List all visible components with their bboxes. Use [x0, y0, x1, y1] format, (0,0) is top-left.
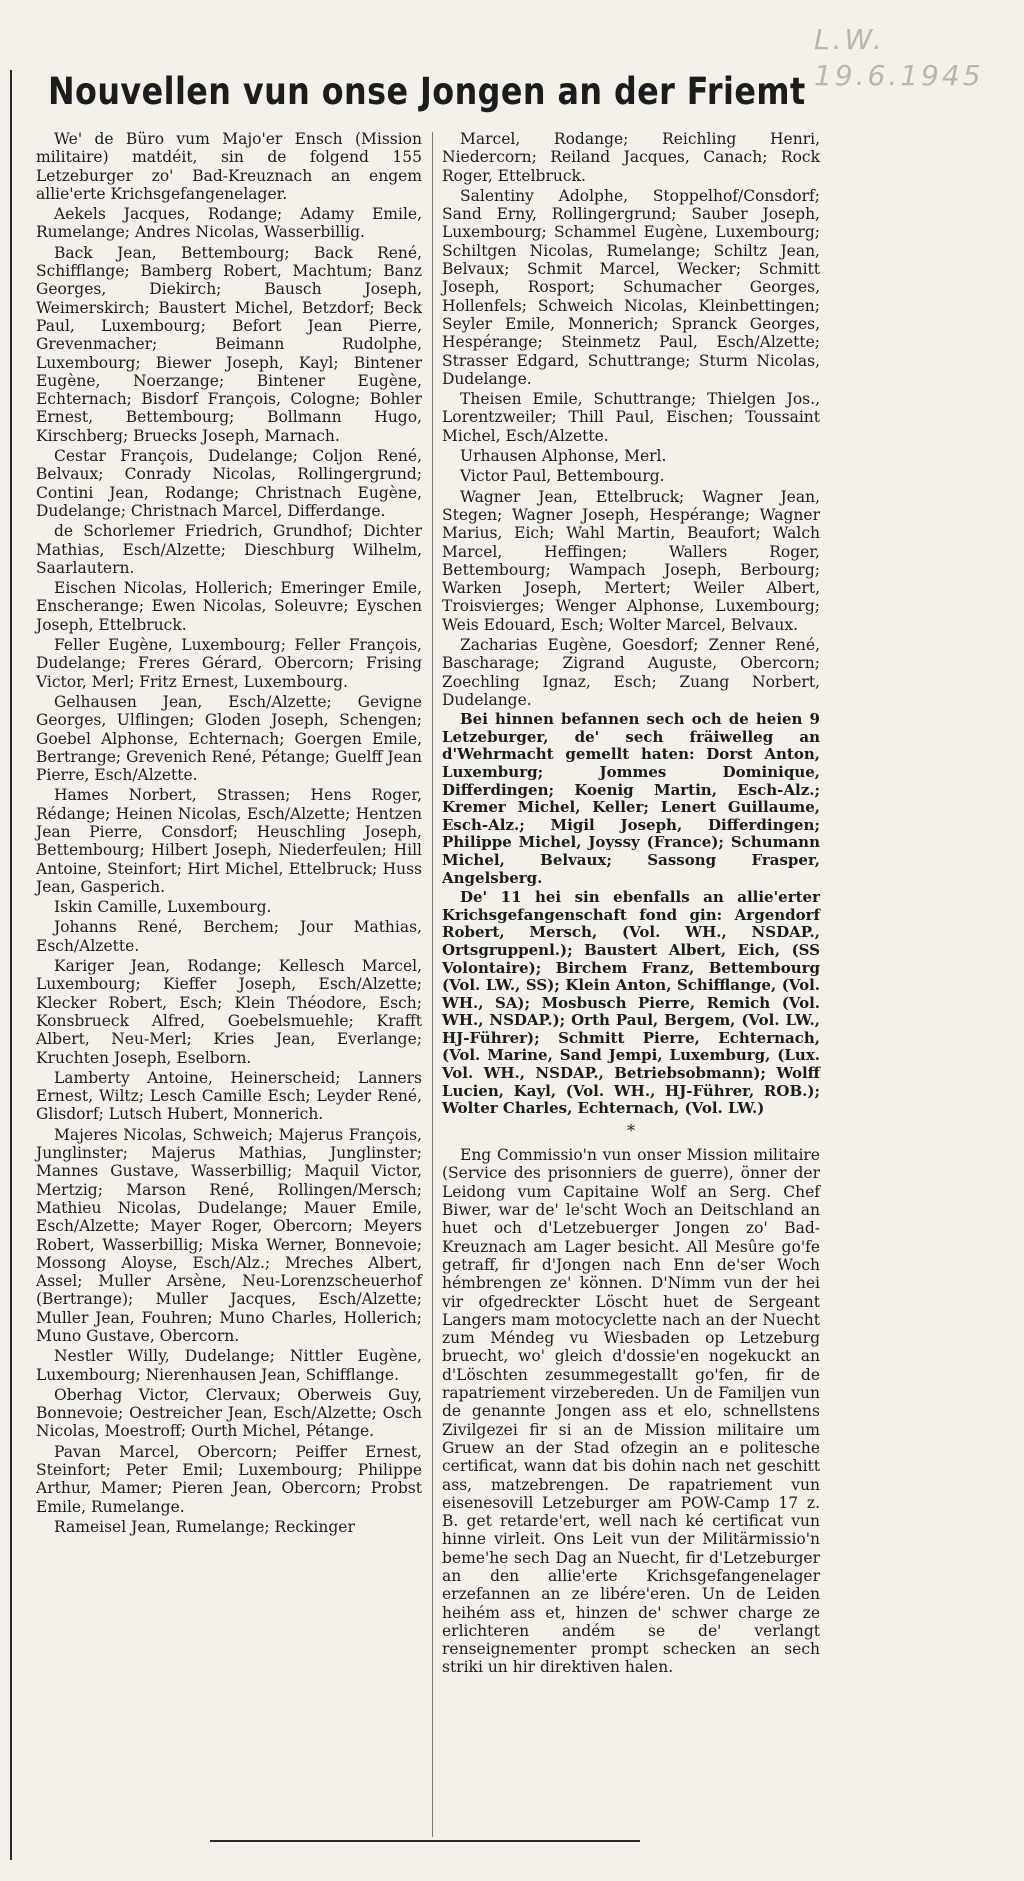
annotation-source: L.W.: [814, 23, 885, 56]
names-paragraph-r-cont: Marcel, Rodange; Reichling Henri, Niedercorn; Reiland Jacques, Canach; Rock Roger, Ettelbruck.: [442, 130, 820, 185]
names-paragraph-e: Eischen Nicolas, Hollerich; Emeringer Emile, Enscherange; Ewen Nicolas, Soleuvre; Eyschen Joseph, Ettelbruck.: [36, 579, 422, 634]
article-headline: Nouvellen vun onse Jongen an der Friemt: [48, 70, 806, 113]
commission-paragraph: Eng Commissio'n vun onser Mission militaire (Service des prisonniers de guerre), önner der Leidong vum Capitaine Wolf an Serg. Chef Biwer, war de' le'scht Woch an Deitschland an huet och d'Letzebuerger Jongen zo' Bad-Kreuznach am Lager besicht. All Mesûre go'fe getraff, fir d'Jongen nach Enn de'ser Woch hémbrengen ze' können. D'Nimm vun der hei vir ofgedreckter Löscht huet de Sergeant Langers mam motocyclette nach an der Nuecht zum Méndeg vu Wiesbaden op Letzeburg bruecht, wo' gleich d'dossie'en nogekuckt an d'Löschten zesummegestallt go'fen, fir de rapatriement virzebereden. Un de Familjen vun de genannte Jongen ass et elo, schnellstens Zivilgezei fir si an de Mission militaire um Gruew an der Stad ofzegin an e politesche certificat, wann dat bis dohin nach net geschitt ass, matzebrengen. De rapatriement vun eisenesovill Letzeburger am POW-Camp 17 z. B. get retarde'ert, well nach ké certificat vun hinne virleit. Ons Leit vun der Militärmissio'n beme'he sech Dag an Nuecht, fir d'Letzeburger an den allie'erte Krichsgefangenelager erzefannen an ze libére'eren. Un de Leiden heihém ass et, hinzen de' schwer charge ze erlichteren andém se de' verlangt renseignementer prompt schecken an sech striki un hir direktiven halen.: [442, 1146, 820, 1677]
names-paragraph-z: Zacharias Eugène, Goesdorf; Zenner René, Bascharage; Zigrand Auguste, Obercorn; Zoechling Ignaz, Esch; Zuang Norbert, Dudelange.: [442, 636, 820, 709]
names-paragraph-g: Gelhausen Jean, Esch/Alzette; Gevigne Georges, Ulflingen; Gloden Joseph, Schengen; Goebel Alphonse, Echternach; Goergen Emile, Bertrange; Grevenich René, Pétange; Guelff Jean Pierre, Esch/Alzette.: [36, 692, 423, 785]
annotation-date: 19.6.1945: [814, 59, 984, 92]
names-paragraph-b: Back Jean, Bettembourg; Back René, Schifflange; Bamberg Robert, Machtum; Banz Georges, Diekirch; Bausch Joseph, Weimerskirch; Baustert Michel, Betzdorf; Beck Paul, Luxembourg; Befort Jean Pierre, Grevenmacher; Beimann Rudolphe, Luxembourg; Biewer Joseph, Kayl; Bintener Eugène, Noerzange; Bintener Eugène, Echternach; Bisdorf François, Cologne; Bohler Ernest, Bettembourg; Bollmann Hugo, Kirschberg; Bruecks Joseph, Marnach.: [36, 243, 422, 445]
right-column: [442, 130, 820, 1679]
collaborators-paragraph: De' 11 hei sin ebenfalls an allie'erter Krichsgefangenschaft fond gin: Argendorf Robert, Mersch, (Vol. WH., NSDAP., Ortsgruppenl.); Baustert Albert, Eich, (SS Volontaire); Birchem Franz, Bettembourg (Vol. LW., SS); Klein Anton, Schifflange, (Vol. WH., SA); Mosbusch Pierre, Remich (Vol. WH., NSDAP.); Orth Paul, Bergem, (Vol. LW., HJ-Führer); Schmitt Pierre, Echternach, (Vol. Marine, Sand Jempi, Luxemburg, (Lux. Vol. WH., NSDAP., Betriebsobmann); Wolff Lucien, Kayl, (Vol. WH., HJ-Führer, ROB.); Wolter Charles, Echternach, (Vol. LW.): [442, 888, 820, 1118]
volunteers-paragraph: Bei hinnen befannen sech och de heien 9 Letzeburger, de' sech fräiwelleg an d'Wehrmacht gemellt haten: Dorst Anton, Luxemburg; Jommes Dominique, Differdingen; Koenig Martin, Esch-Alz.; Kremer Michel, Keller; Lenert Guillaume, Esch-Alz.; Migil Joseph, Differdingen; Philippe Michel, Joyssy (France); Schumann Michel, Belvaux; Sassong Frasper, Angelsberg.: [442, 710, 820, 887]
names-paragraph-c: Cestar François, Dudelange; Coljon René, Belvaux; Conrady Nicolas, Rollingergrund; Contini Jean, Rodange; Christnach Eugène, Dudelange; Christnach Marcel, Differdange.: [36, 447, 422, 520]
names-paragraph-d: de Schorlemer Friedrich, Grundhof; Dichter Mathias, Esch/Alzette; Dieschburg Wilhelm, Saarlautern.: [36, 522, 422, 577]
section-separator: *: [627, 1120, 635, 1140]
bottom-rule: [210, 1840, 640, 1842]
names-paragraph-m: Majeres Nicolas, Schweich; Majerus François, Junglinster; Majerus Mathias, Junglinster; Mannes Gustave, Wasserbillig; Maquil Victor, Mertzig; Marson René, Rollingen/Mersch; Mathieu Nicolas, Dudelange; Mauer Emile, Esch/Alzette; Mayer Roger, Obercorn; Meyers Robert, Wasserbillig; Miska Werner, Bonnevoie; Mossong Aloyse, Esch/Alz.; Mreches Albert, Assel; Muller Arsène, Neu-Lorenzscheuerhof (Bertrange); Muller Jacques, Esch/Alzette; Muller Jean, Fouhren; Muno Charles, Hollerich; Muno Gustave, Obercorn.: [36, 1125, 422, 1345]
names-paragraph-o: Oberhag Victor, Clervaux; Oberweis Guy, Bonnevoie; Oestreicher Jean, Esch/Alzette; Osch Nicolas, Moestroff; Ourth Michel, Pétange.: [36, 1385, 422, 1441]
names-paragraph-s: Salentiny Adolphe, Stoppelhof/Consdorf; Sand Erny, Rollingergrund; Sauber Joseph, Luxembourg; Schammel Eugène, Luxembourg; Schiltgen Nicolas, Rumelange; Schiltz Jean, Belvaux; Schmit Marcel, Wecker; Schmitt Joseph, Rosport; Schumacher Georges, Hollenfels; Schweich Nicolas, Kleinbettingen; Seyler Emile, Monnerich; Spranck Georges, Hespérange; Steinmetz Paul, Esch/Alzette; Strasser Edgard, Schuttrange; Sturm Nicolas, Dudelange.: [442, 186, 820, 388]
names-paragraph-i: Iskin Camille, Luxembourg.: [54, 898, 272, 917]
column-divider: [432, 132, 433, 1837]
names-paragraph-w: Wagner Jean, Ettelbruck; Wagner Jean, Stegen; Wagner Joseph, Hespérange; Wagner Marius, Eich; Wahl Martin, Beaufort; Walch Marcel, Heffingen; Wallers Roger, Bettembourg; Wampach Joseph, Berbourg; Warken Joseph, Mertert; Weiler Albert, Troisvierges; Wenger Alphonse, Luxembourg; Weis Edouard, Esch; Wolter Marcel, Belvaux.: [442, 487, 820, 634]
names-paragraph-v: Victor Paul, Bettembourg.: [460, 467, 665, 486]
names-paragraph-n: Nestler Willy, Dudelange; Nittler Eugène, Luxembourg; Nierenhausen Jean, Schifflange.: [36, 1347, 422, 1384]
names-paragraph-l: Lamberty Antoine, Heinerscheid; Lanners Ernest, Wiltz; Lesch Camille Esch; Leyder René, Glisdorf; Lutsch Hubert, Monnerich.: [36, 1068, 422, 1124]
left-margin-rule: [10, 70, 12, 1860]
handwritten-date-annotation: [814, 22, 1014, 94]
names-paragraph-r-start: Rameisel Jean, Rumelange; Reckinger: [54, 1517, 355, 1536]
names-paragraph-t: Theisen Emile, Schuttrange; Thielgen Jos., Lorentzweiler; Thill Paul, Eischen; Toussaint Michel, Esch/Alzette.: [442, 390, 820, 445]
names-paragraph-j: Johanns René, Berchem; Jour Mathias, Esch/Alzette.: [36, 918, 422, 955]
names-paragraph-u: Urhausen Alphonse, Merl.: [460, 447, 667, 466]
left-column: [36, 130, 422, 1538]
names-paragraph-h: Hames Norbert, Strassen; Hens Roger, Rédange; Heinen Nicolas, Esch/Alzette; Hentzen Jean Pierre, Consdorf; Heuschling Joseph, Bettembourg; Hilbert Joseph, Niederfeulen; Hill Antoine, Steinfort; Hirt Michel, Ettelbruck; Huss Jean, Gasperich.: [36, 786, 422, 896]
names-paragraph-a: Aekels Jacques, Rodange; Adamy Emile, Rumelange; Andres Nicolas, Wasserbillig.: [36, 205, 422, 242]
intro-paragraph: We' de Büro vum Majo'er Ensch (Mission militaire) matdéit, sin de folgend 155 Letzeburger zo' Bad-Kreuznach an engem allie'erte Krichsgefangenelager.: [36, 130, 422, 203]
names-paragraph-k: Kariger Jean, Rodange; Kellesch Marcel, Luxembourg; Kieffer Joseph, Esch/Alzette; Klecker Robert, Esch; Klein Théodore, Esch; Konsbrueck Alfred, Goebelsmuehle; Krafft Albert, Neu-Merl; Kries Jean, Everlange; Kruchten Joseph, Eselborn.: [36, 957, 422, 1067]
names-paragraph-p: Pavan Marcel, Obercorn; Peiffer Ernest, Steinfort; Peter Emil; Luxembourg; Philippe Arthur, Mamer; Pieren Jean, Obercorn; Probst Emile, Rumelange.: [36, 1442, 422, 1516]
names-paragraph-f: Feller Eugène, Luxembourg; Feller François, Dudelange; Freres Gérard, Obercorn; Frising Victor, Merl; Fritz Ernest, Luxembourg.: [36, 636, 422, 691]
